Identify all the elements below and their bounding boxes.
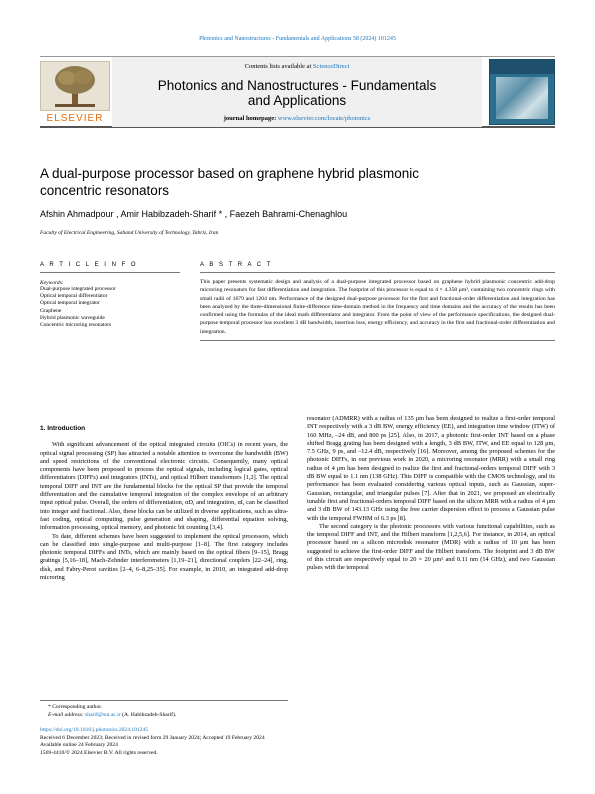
- abstract-text: This paper presents systematic design and analysis of a dual-purpose integrated processor based on graphene hybrid plasmonic concentric add-drop microring resonators for fast differentiation and integration. The footprint of this processor is equal to 4 × 4.358 μm², containing two concentric rings with small radii of 1679 and 1204 nm. Performance of the designed dual-purpose processor for the first and fractional-order differentiation and integration has been analyzed by the three-dimensional finite-difference time-domain method in the frequency and time domains and the accuracy of the results has been confirmed using the formulas of the ideal math differentiator and integrator. From the point of view of the performance specifications, the designed dual-purpose temporal processor has excellent 3 dB bandwidth, insertion loss, energy efficiency, and accuracy in the first and fractional-order differentiation and integration.: [200, 278, 555, 341]
- body-column-right: [307, 415, 555, 573]
- journal-title: [112, 78, 482, 108]
- email-link[interactable]: sharif@sut.ac.ir: [85, 711, 121, 718]
- body-paragraph: resonator (ADMRR) with a radius of 135 μm has been designed to realize a first-order temporal INT respectively with a 3 dB BW, energy efficiency (EE), and integration time window (ITW) of 160 MHz, –24 dB, and 800 ps [25]. Also, in 2017, a photonic first-order INT based on a phase shifted Bragg grating has been designed with a length, 3 dB BW, ITW, and EE equal to 128 μm, 7.5 GHz, 9 ps, and –12.4 dB, respectively [16]. Moreover, among the proposed schemes for the photonic DIFFs, in our previous work in 2020, a microring resonator (MRR) with a small ring radius of 4 μm has been designed to realize the first and fractional-orders temporal DIFF with 3 dB BW equal to 1.1 nm (138 GHz). This DIFF is compatible with the CMOS technology, and its performance has been evaluated considering various optical inputs, such as Gaussian, super-Gaussian, rectangular, and triangular pulses [7]. After that in 2021, we proposed an electrically tunable first and fractional-orders temporal DIFF based on the silicon MRR with a radius of 4 μm and 3 dB BW of 143.13 GHz using the free carrier dispersion effect to process a Gaussian pulse with the temporal FWHM of 6.3 ps [8].: [307, 415, 555, 522]
- corresponding-author-note: * Corresponding author.: [48, 704, 103, 710]
- email-label: E-mail address:: [48, 711, 86, 718]
- article-title: [40, 165, 555, 199]
- affiliation: Faculty of Electrical Engineering, Sahand University of Technology, Tabriz, Iran: [40, 230, 219, 236]
- journal-title-line1: Photonics and Nanostructures - Fundamentals: [157, 78, 437, 93]
- article-meta: [40, 727, 460, 757]
- keyword: Graphene: [40, 307, 62, 314]
- homepage-label: journal homepage:: [223, 115, 278, 122]
- article-title-line2: concentric resonators: [40, 183, 170, 198]
- email-note: [40, 712, 288, 720]
- abstract-panel: [200, 262, 555, 341]
- masthead-center: [112, 57, 482, 127]
- sciencedirect-link[interactable]: ScienceDirect: [312, 63, 350, 70]
- keyword: Optical temporal integrator: [40, 300, 100, 307]
- elsevier-wordmark: ELSEVIER: [46, 113, 104, 124]
- journal-masthead: [40, 56, 555, 128]
- keyword: Optical temporal differentiator: [40, 293, 108, 300]
- elsevier-tree-icon: [40, 61, 110, 111]
- homepage-line: [112, 115, 482, 122]
- footnotes: [40, 700, 288, 719]
- email-suffix: (A. Habibzadeh-Sharif).: [120, 711, 177, 718]
- doi-link[interactable]: https://doi.org/10.1016/j.photonics.2024.101245: [40, 727, 149, 733]
- running-head: Photonics and Nanostructures - Fundamentals and Applications 58 (2024) 101245: [199, 36, 396, 42]
- abstract-heading: A B S T R A C T: [200, 262, 555, 273]
- cover-art: [496, 77, 548, 119]
- cover-band: [490, 60, 554, 74]
- body-paragraph: To date, different schemes have been suggested to implement the optical processors, which can be classified into single-purpose and multi-purpose [1–8]. The first category includes photonic temporal DIFFs and INTs, which are mainly based on the optical fibers [9–15], Bragg gratings [5,16–18], Mach-Zehnder interferometers [1,19–21], directional couplers [22–24], ring, disk, and Fabry-Perot cavities [2–4, 6–8,25–35]. For example, in 2010, an integrated add-drop microring: [40, 532, 288, 582]
- body-paragraph: The second category is the photonic processors with various functional capabilities, such as the temporal DIFF and INT, and the Hilbert transform [1,2,5,6]. For instance, in 2014, an optical processor based on a silicon microdisk resonator (MDR) with a radius of 10 μm has been suggested to achieve the first-order DIFF and the Hilbert transform. The footprint and 3 dB BW of this circuit are respectively equal to 20 × 20 μm² and 0.11 nm (14 GHz), and two Gaussian pulses with the temporal: [307, 522, 555, 572]
- body-column-left: [40, 425, 288, 582]
- copyright-line: 1569-4410/© 2024 Elsevier B.V. All rights reserved.: [40, 749, 158, 756]
- article-info-heading: A R T I C L E I N F O: [40, 262, 180, 273]
- homepage-link[interactable]: www.elsevier.com/locate/photonics: [277, 115, 371, 122]
- section-heading-introduction: 1. Introduction: [40, 425, 86, 432]
- journal-cover-image: [489, 59, 555, 125]
- keyword: Hybrid plasmonic waveguide: [40, 314, 105, 321]
- contents-line: [112, 63, 482, 70]
- journal-title-line2: and Applications: [247, 93, 347, 108]
- author-list: Afshin Ahmadpour , Amir Habibzadeh-Sharif * , Faezeh Bahrami-Chenaghlou: [40, 209, 348, 219]
- available-online: Available online 24 February 2024: [40, 742, 118, 749]
- article-info-panel: [40, 262, 180, 329]
- article-title-line1: A dual-purpose processor based on graphene hybrid plasmonic: [40, 166, 419, 181]
- keyword: Concentric microring resonators: [40, 322, 112, 329]
- elsevier-logo: [40, 61, 110, 125]
- body-paragraph: With significant advancement of the optical integrated circuits (OICs) in recent years, the optical signal processing (SP) has attracted a notable attention to overcome the bandwidth (BW) and speed restrictions of the conventional electronic circuits. Consequently, many optical components have been proposed to process the optical signals, including logical gates, optical differentiators (DIFFs) and integrators (INTs), and optical Hilbert transformers [1,2]. The optical temporal DIFF and INT are the fundamental blocks for the optical SP that provide the temporal differentiation and the cumulative temporal integration of the complex envelope of an arbitrary input optical pulse. Overall, the orders of differentiation, αD, and integration, αI, can be classified into integer and fractional. Also, these blocks can be utilized in diverse applications, such as ultra-fast coding, optical computing, pulse generation and shaping, differential equation solving, information processing, optical memory, and photonic bit counting [3,4].: [40, 441, 288, 532]
- article-history: Received 6 December 2023; Received in revised form 29 January 2024; Accepted 19 February 2024: [40, 734, 265, 741]
- keywords-label: Keywords:: [40, 280, 64, 286]
- contents-prefix: Contents lists available at: [244, 63, 313, 70]
- keyword: Dual-purpose integrated processor: [40, 286, 116, 292]
